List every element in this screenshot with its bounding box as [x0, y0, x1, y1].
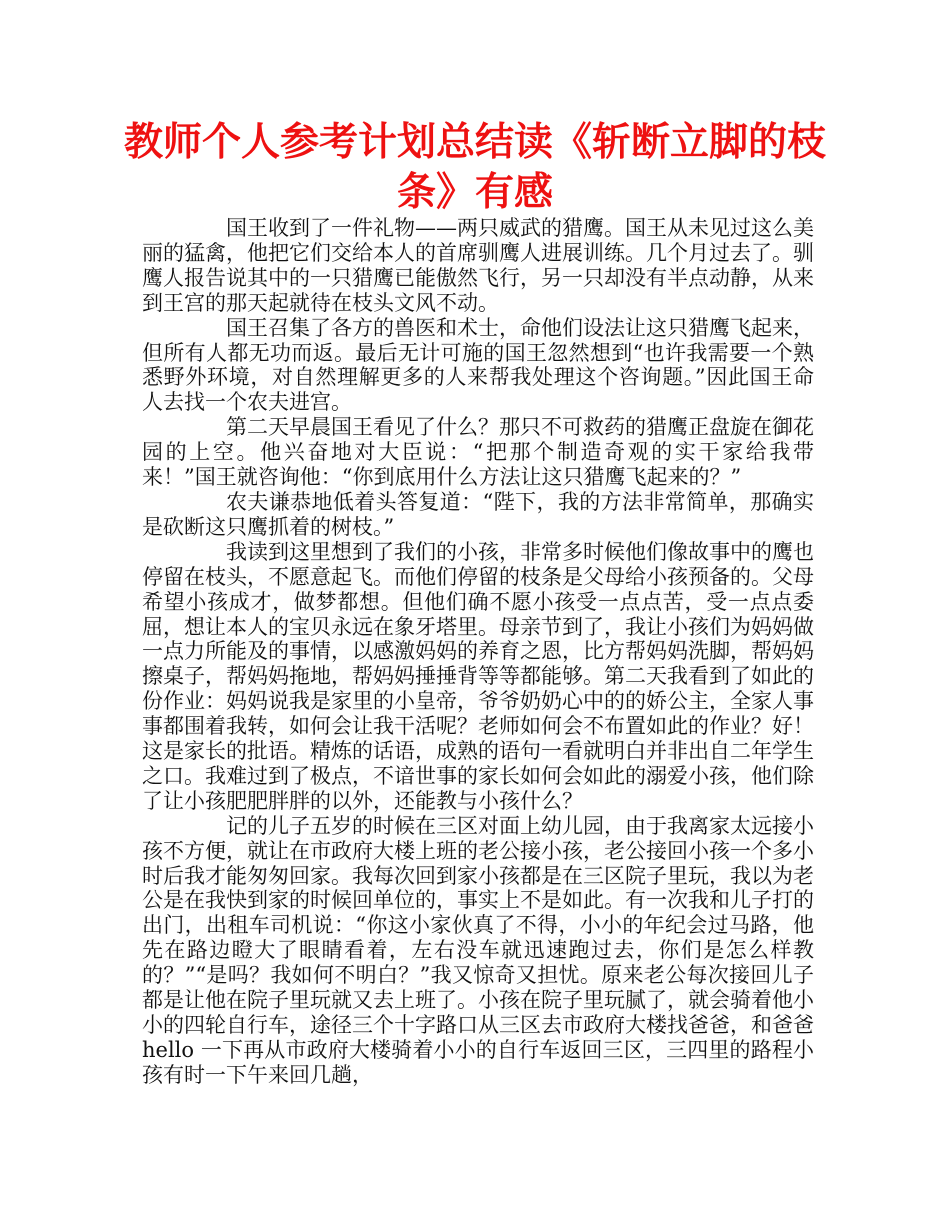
document-body: [142, 216, 814, 1088]
document-title: 教师个人参考计划总结读《斩断立脚的枝条》有感: [123, 120, 826, 215]
paragraph: 我读到这里想到了我们的小孩，非常多时候他们像故事中的鹰也停留在枝头，不愿意起飞。而他们停留的枝条是父母给小孩预备的。父母希望小孩成才，做梦都想。但他们确不愿小孩受一点点苦，受一点点委屈，想让本人的宝贝永远在象牙塔里。母亲节到了，我让小孩们为妈妈做一点力所能及的事情，以感激妈妈的养育之恩，比方帮妈妈洗脚，帮妈妈擦桌子，帮妈妈拖地，帮妈妈捶捶背等等都能够。第二天我看到了如此的份作业：妈妈说我是家里的小皇帝，爷爷奶奶心中的的娇公主，全家人事事都围着我转，如何会让我干活呢？老师如何会不布置如此的作业？好！这是家长的批语。精炼的话语，成熟的语句一看就明白并非出自二年学生之口。我难过到了极点，不谙世事的家长如何会如此的溺爱小孩，他们除了让小孩肥肥胖胖的以外，还能教与小孩什么？: [142, 539, 814, 813]
paragraph: 农夫谦恭地低着头答复道：“陛下，我的方法非常简单，那确实是砍断这只鹰抓着的树枝。”: [142, 489, 814, 539]
paragraph: 国王收到了一件礼物——两只威武的猎鹰。国王从未见过这么美丽的猛禽，他把它们交给本人的首席驯鹰人进展训练。几个月过去了。驯鹰人报告说其中的一只猎鹰已能傲然飞行，另一只却没有半点动静，从来到王宫的那天起就待在枝头文风不动。: [142, 216, 814, 315]
paragraph: 记的儿子五岁的时候在三区对面上幼儿园，由于我离家太远接小孩不方便，就让在市政府大楼上班的老公接小孩，老公接回小孩一个多小时后我才能匆匆回家。我每次回到家小孩都是在三区院子里玩，我以为老公是在我快到家的时候回单位的，事实上不是如此。有一次我和儿子打的出门，出租车司机说：“你这小家伙真了不得，小小的年纪会过马路，他先在路边瞪大了眼睛看着，左右没车就迅速跑过去，你们是怎么样教的？”“是吗？我如何不明白？”我又惊奇又担忧。原来老公每次接回儿子都是让他在院子里玩就又去上班了。小孩在院子里玩腻了，就会骑着他小小的四轮自行车，途径三个十字路口从三区去市政府大楼找爸爸，和爸爸 hello 一下再从市政府大楼骑着小小的自行车返回三区，三四里的路程小孩有时一下午来回几趟，: [142, 813, 814, 1087]
paragraph: 第二天早晨国王看见了什么？那只不可救药的猎鹰正盘旋在御花园的上空。他兴奋地对大臣说：“把那个制造奇观的实干家给我带来！”国王就咨询他：“你到底用什么方法让这只猎鹰飞起来的？”: [142, 415, 814, 490]
paragraph: 国王召集了各方的兽医和术士，命他们设法让这只猎鹰飞起来，但所有人都无功而返。最后无计可施的国王忽然想到“也许我需要一个熟悉野外环境，对自然理解更多的人来帮我处理这个咨询题。”因此国王命人去找一个农夫进宫。: [142, 315, 814, 415]
